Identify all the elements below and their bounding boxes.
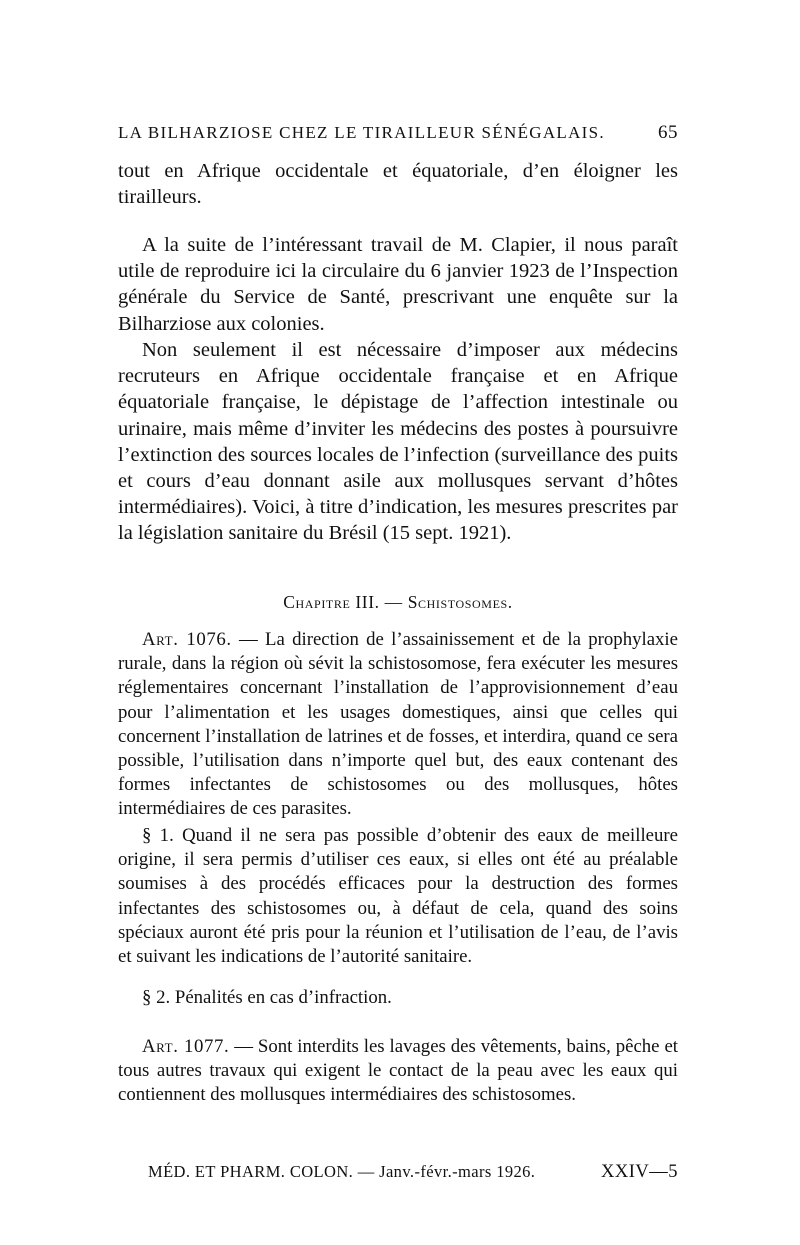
section-2-label: § 2. <box>142 987 171 1008</box>
printer-signature: XXIV—5 <box>601 1162 678 1182</box>
page-header <box>118 122 678 144</box>
journal-citation: MÉD. ET PHARM. COLON. — Janv.-févr.-mars 1926. <box>148 1162 536 1181</box>
running-title: LA BILHARZIOSE CHEZ LE TIRAILLEUR SÉNÉGALAIS. <box>118 123 605 142</box>
article-1076 <box>118 628 678 822</box>
paragraph-circulaire: A la suite de l’intéressant travail de M. Clapier, il nous paraît utile de reproduire ici la circulaire du 6 janvier 1923 de l’Inspection générale du Service de Santé, prescrivant une enquête sur la Bilharziose aux colonies. <box>118 234 678 335</box>
section-1-text: Quand il ne sera pas possible d’obtenir des eaux de meilleure origine, il sera permis d’utiliser ces eaux, si elles ont été au préalable soumises à des procédés efficaces pour la destruction des formes infectantes des schistosomes ou, à défaut de cela, quand des soins spéciaux auront été pris pour la réunion et l’utilisation de l’eau, de l’avis et suivant les indications de l’autorité sanitaire. <box>118 825 678 968</box>
section-1-label: § 1. <box>142 825 174 846</box>
article-1077 <box>118 1035 678 1108</box>
chapter-title: Schistosomes. <box>407 592 513 612</box>
chapter-separator: — <box>384 592 403 612</box>
paragraph-continuation: tout en Afrique occidentale et équatoriale, d’en éloigner les tirailleurs. <box>118 160 678 209</box>
chapter-label: Chapitre III. <box>283 592 380 612</box>
section-2-text: Pénalités en cas d’infraction. <box>174 987 392 1008</box>
page-number: 65 <box>658 122 678 143</box>
chapter-heading <box>118 592 678 613</box>
section-2 <box>118 986 678 1010</box>
section-1 <box>118 824 678 969</box>
article-1076-label: Art. 1076. <box>142 629 232 650</box>
article-1077-text: — Sont interdits les lavages des vêtements, bains, pêche et tous autres travaux qui exigent le contact de la peau avec les eaux qui contiennent des mollusques intermédiaires des schistosomes. <box>118 1036 678 1106</box>
article-1077-label: Art. 1077. <box>142 1036 230 1057</box>
page-footer <box>148 1162 678 1183</box>
paragraph-recruteurs: Non seulement il est nécessaire d’imposer aux médecins recruteurs en Afrique occidentale française et en Afrique équatoriale française, le dépistage de l’affection intestinale ou urinaire, mais même d’inviter les médecins des postes à poursuivre l’extinction des sources locales de l’infection (surveillance des puits et cours d’eau donnant asile aux mollusques servant d’hôtes intermédiaires). Voici, à titre d’indication, les mesures prescrites par la législation sanitaire du Brésil (15 sept. 1921). <box>118 339 678 545</box>
article-1076-text: — La direction de l’assainissement et de la prophylaxie rurale, dans la région où sévit la schistosomose, fera exécuter les mesures réglementaires concernant l’installation de l’approvisionnement d’eau pour l’alimentation et les usages domestiques, ainsi que celles qui concernent l’installation de latrines et de fosses, et interdira, quand ce sera possible, l’utilisation dans n’importe quel but, des eaux contenant des formes infectantes de schistosomes ou des mollusques, hôtes intermédiaires de ces parasites. <box>118 629 678 820</box>
